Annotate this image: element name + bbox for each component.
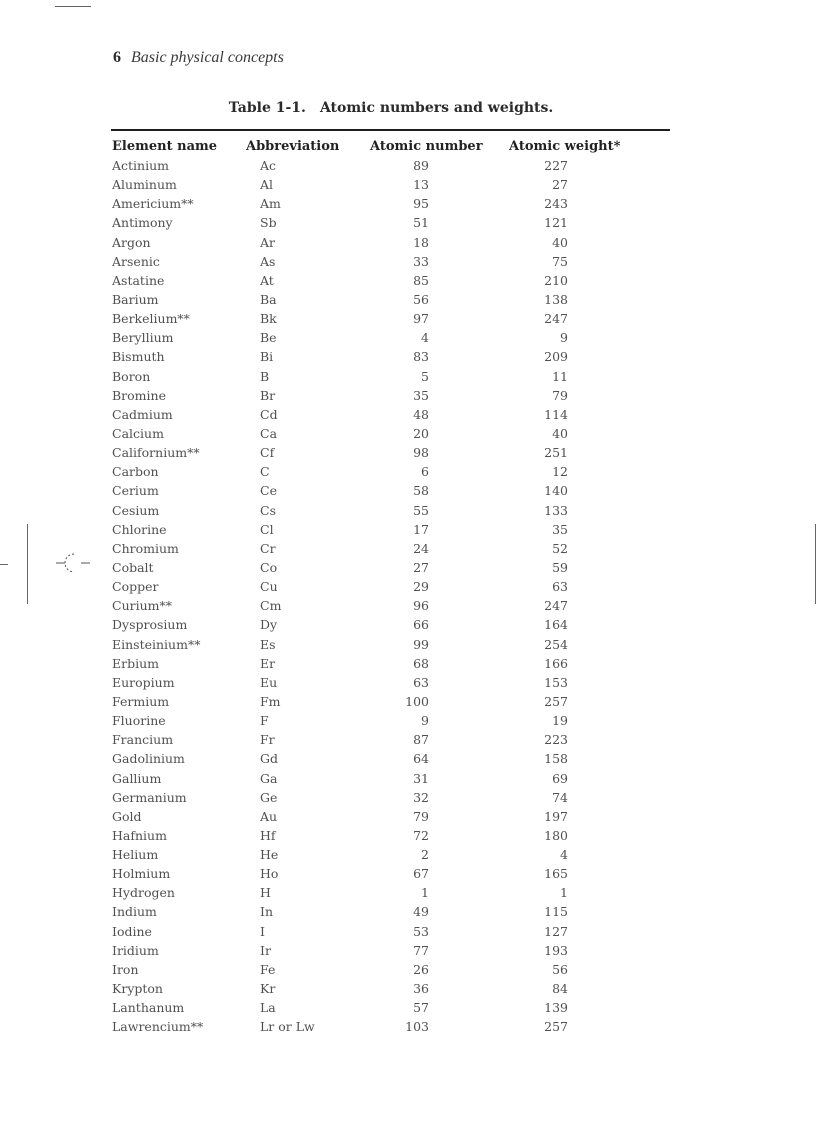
table-row (0, 884, 816, 903)
atomic-weight-cell: 251 (544, 445, 568, 461)
table-row (0, 540, 816, 559)
atomic-weight-cell: 138 (544, 291, 568, 307)
abbreviation-cell: Eu (260, 674, 278, 690)
abbreviation-cell: As (260, 253, 276, 269)
atomic-weight-cell: 12 (552, 464, 568, 480)
atomic-weight-cell: 1 (560, 885, 568, 901)
abbreviation-cell: Es (260, 636, 276, 652)
element-name-cell: Berkelium** (112, 311, 190, 327)
atomic-weight-cell: 210 (544, 272, 568, 288)
atomic-number-cell: 100 (405, 693, 429, 709)
element-name-cell: Cobalt (112, 559, 154, 575)
atomic-number-cell: 26 (413, 961, 429, 977)
element-name-cell: Holmium (112, 866, 171, 882)
element-name-cell: Boron (112, 368, 151, 384)
table-row (0, 808, 816, 827)
atomic-number-cell: 20 (413, 425, 429, 441)
atomic-weight-cell: 243 (544, 196, 568, 212)
abbreviation-cell: Lr or Lw (260, 1019, 315, 1035)
element-name-cell: Beryllium (112, 330, 174, 346)
column-header-atomic-weight: Atomic weight* (509, 139, 621, 154)
element-name-cell: Lawrencium** (112, 1019, 204, 1035)
table-row (0, 865, 816, 884)
table-row (0, 961, 816, 980)
element-name-cell: Curium** (112, 598, 172, 614)
element-name-cell: Indium (112, 904, 157, 920)
table-row (0, 521, 816, 540)
atomic-number-cell: 56 (413, 291, 429, 307)
abbreviation-cell: La (260, 1000, 276, 1016)
atomic-number-cell: 72 (413, 827, 429, 843)
element-name-cell: Barium (112, 291, 159, 307)
table-row (0, 329, 816, 348)
element-name-cell: Cesium (112, 502, 160, 518)
table-row (0, 578, 816, 597)
element-name-cell: Europium (112, 674, 175, 690)
atomic-number-cell: 85 (413, 272, 429, 288)
element-name-cell: Lanthanum (112, 1000, 185, 1016)
element-name-cell: Cerium (112, 483, 159, 499)
abbreviation-cell: H (260, 885, 271, 901)
element-name-cell: Einsteinium** (112, 636, 201, 652)
atomic-weight-cell: 121 (544, 215, 568, 231)
running-header (113, 49, 284, 67)
atomic-weight-cell: 19 (552, 713, 568, 729)
atomic-number-cell: 57 (413, 1000, 429, 1016)
table-row (0, 789, 816, 808)
abbreviation-cell: Fm (260, 693, 281, 709)
table-row (0, 195, 816, 214)
table-row (0, 368, 816, 387)
atomic-number-cell: 1 (421, 885, 429, 901)
table-row (0, 291, 816, 310)
table-row (0, 693, 816, 712)
abbreviation-cell: Co (260, 559, 278, 575)
atomic-number-cell: 51 (413, 215, 429, 231)
table-row (0, 597, 816, 616)
table-row (0, 750, 816, 769)
atomic-weight-cell: 4 (560, 847, 568, 863)
atomic-weight-cell: 153 (544, 674, 568, 690)
abbreviation-cell: Br (260, 387, 276, 403)
abbreviation-cell: Cs (260, 502, 276, 518)
atomic-weight-cell: 247 (544, 311, 568, 327)
element-name-cell: Fluorine (112, 713, 166, 729)
atomic-weight-cell: 257 (544, 1019, 568, 1035)
table-row (0, 770, 816, 789)
table-row (0, 463, 816, 482)
atomic-number-cell: 89 (413, 158, 429, 173)
abbreviation-cell: Bk (260, 311, 277, 327)
abbreviation-cell: Cu (260, 579, 278, 595)
element-name-cell: Actinium (112, 158, 170, 173)
element-name-cell: Antimony (112, 215, 173, 231)
abbreviation-cell: Sb (260, 215, 277, 231)
atomic-weight-cell: 59 (552, 559, 568, 575)
abbreviation-cell: Al (260, 177, 274, 193)
table-row (0, 999, 816, 1018)
element-name-cell: Helium (112, 847, 159, 863)
column-header-element-name: Element name (112, 139, 218, 154)
atomic-number-cell: 67 (413, 866, 429, 882)
element-name-cell: Bromine (112, 387, 166, 403)
abbreviation-cell: Kr (260, 981, 276, 997)
table-row (0, 234, 816, 253)
page-number: 6 (113, 49, 121, 66)
element-name-cell: Aluminum (112, 177, 177, 193)
table-row (0, 348, 816, 367)
abbreviation-cell: Fe (260, 961, 276, 977)
abbreviation-cell: At (260, 272, 274, 288)
table-row (0, 712, 816, 731)
abbreviation-cell: Cm (260, 598, 282, 614)
abbreviation-cell: In (260, 904, 273, 920)
abbreviation-cell: Am (260, 196, 281, 212)
atomic-weight-cell: 11 (552, 368, 568, 384)
atomic-number-cell: 66 (413, 617, 429, 633)
atomic-number-cell: 53 (413, 923, 429, 939)
table-body (0, 157, 816, 1037)
table-row (0, 942, 816, 961)
element-name-cell: Dysprosium (112, 617, 188, 633)
abbreviation-cell: Ba (260, 291, 277, 307)
atomic-number-cell: 31 (413, 770, 429, 786)
atomic-number-cell: 24 (413, 540, 429, 556)
atomic-weight-cell: 227 (544, 158, 568, 173)
element-name-cell: Arsenic (112, 253, 160, 269)
atomic-number-cell: 33 (413, 253, 429, 269)
table-row (0, 559, 816, 578)
abbreviation-cell: Ce (260, 483, 277, 499)
abbreviation-cell: Bi (260, 349, 274, 365)
table-row (0, 310, 816, 329)
element-name-cell: Chlorine (112, 521, 167, 537)
atomic-weight-cell: 164 (544, 617, 568, 633)
abbreviation-cell: Ga (260, 770, 278, 786)
element-name-cell: Krypton (112, 981, 163, 997)
table-row (0, 406, 816, 425)
atomic-weight-cell: 193 (544, 942, 568, 958)
atomic-weight-cell: 180 (544, 827, 568, 843)
atomic-number-cell: 77 (413, 942, 429, 958)
atomic-weight-cell: 139 (544, 1000, 568, 1016)
atomic-weight-cell: 35 (552, 521, 568, 537)
atomic-number-cell: 49 (413, 904, 429, 920)
abbreviation-cell: I (260, 923, 265, 939)
atomic-number-cell: 64 (413, 751, 429, 767)
abbreviation-cell: Cf (260, 445, 275, 461)
atomic-weight-cell: 75 (552, 253, 568, 269)
atomic-number-cell: 87 (413, 732, 429, 748)
abbreviation-cell: Hf (260, 827, 276, 843)
table-row (0, 157, 816, 176)
table-row (0, 502, 816, 521)
element-name-cell: Carbon (112, 464, 159, 480)
table-row (0, 980, 816, 999)
atomic-number-cell: 95 (413, 196, 429, 212)
table-row (0, 616, 816, 635)
element-name-cell: Copper (112, 579, 159, 595)
element-name-cell: Iron (112, 961, 139, 977)
element-name-cell: Erbium (112, 655, 160, 671)
atomic-number-cell: 6 (421, 464, 429, 480)
table-row (0, 846, 816, 865)
table-row (0, 253, 816, 272)
abbreviation-cell: Ho (260, 866, 279, 882)
abbreviation-cell: Be (260, 330, 277, 346)
table-row (0, 482, 816, 501)
element-name-cell: Fermium (112, 693, 170, 709)
atomic-number-cell: 96 (413, 598, 429, 614)
table-caption-text: Atomic numbers and weights. (319, 100, 554, 116)
atomic-weight-cell: 223 (544, 732, 568, 748)
column-header-abbreviation: Abbreviation (246, 139, 340, 154)
atomic-number-cell: 5 (421, 368, 429, 384)
abbreviation-cell: Cl (260, 521, 274, 537)
atomic-number-cell: 103 (405, 1019, 429, 1035)
abbreviation-cell: Ge (260, 789, 278, 805)
atomic-number-cell: 83 (413, 349, 429, 365)
atomic-number-cell: 32 (413, 789, 429, 805)
atomic-number-cell: 36 (413, 981, 429, 997)
table-row (0, 425, 816, 444)
abbreviation-cell: F (260, 713, 269, 729)
atomic-weight-cell: 127 (544, 923, 568, 939)
atomic-weight-cell: 197 (544, 808, 568, 824)
atomic-weight-cell: 140 (544, 483, 568, 499)
atomic-number-cell: 4 (421, 330, 429, 346)
abbreviation-cell: B (260, 368, 270, 384)
table-row (0, 387, 816, 406)
abbreviation-cell: Gd (260, 751, 278, 767)
atomic-number-cell: 98 (413, 445, 429, 461)
table-row (0, 923, 816, 942)
atomic-weight-cell: 115 (544, 904, 568, 920)
table-row (0, 731, 816, 750)
atomic-weight-cell: 79 (552, 387, 568, 403)
atomic-number-cell: 17 (413, 521, 429, 537)
table-row (0, 444, 816, 463)
abbreviation-cell: Au (260, 808, 278, 824)
atomic-weight-cell: 133 (544, 502, 568, 518)
table-row (0, 674, 816, 693)
atomic-weight-cell: 63 (552, 579, 568, 595)
atomic-weight-cell: 166 (544, 655, 568, 671)
atomic-number-cell: 79 (413, 808, 429, 824)
atomic-number-cell: 29 (413, 579, 429, 595)
atomic-number-cell: 99 (413, 636, 429, 652)
atomic-weight-cell: 165 (544, 866, 568, 882)
table-row (0, 214, 816, 233)
element-name-cell: Hydrogen (112, 885, 175, 901)
atomic-number-cell: 63 (413, 674, 429, 690)
element-name-cell: Americium** (112, 196, 194, 212)
atomic-weight-cell: 56 (552, 961, 568, 977)
element-name-cell: Iridium (112, 942, 159, 958)
table-row (0, 636, 816, 655)
element-name-cell: Hafnium (112, 827, 167, 843)
abbreviation-cell: Er (260, 655, 276, 671)
abbreviation-cell: Ac (260, 158, 277, 173)
atomic-weight-cell: 52 (552, 540, 568, 556)
atomic-weight-cell: 69 (552, 770, 568, 786)
table-row (0, 903, 816, 922)
abbreviation-cell: C (260, 464, 270, 480)
element-name-cell: Bismuth (112, 349, 165, 365)
abbreviation-cell: Ir (260, 942, 271, 958)
abbreviation-cell: He (260, 847, 279, 863)
table-row (0, 1018, 816, 1037)
atomic-number-cell: 68 (413, 655, 429, 671)
atomic-weight-cell: 40 (552, 234, 568, 250)
table-row (0, 655, 816, 674)
table-row (0, 827, 816, 846)
table-caption (0, 100, 782, 116)
crop-mark-top (55, 6, 91, 7)
atomic-weight-cell: 209 (544, 349, 568, 365)
atomic-weight-cell: 114 (544, 406, 568, 422)
chapter-title: Basic physical concepts (131, 49, 284, 66)
element-name-cell: Germanium (112, 789, 187, 805)
atomic-number-cell: 48 (413, 406, 429, 422)
atomic-number-cell: 97 (413, 311, 429, 327)
atomic-weight-cell: 158 (544, 751, 568, 767)
atomic-number-cell: 35 (413, 387, 429, 403)
element-name-cell: Californium** (112, 445, 200, 461)
element-name-cell: Argon (112, 234, 151, 250)
element-name-cell: Gallium (112, 770, 162, 786)
abbreviation-cell: Ar (260, 234, 276, 250)
atomic-number-cell: 9 (421, 713, 429, 729)
table-row (0, 176, 816, 195)
element-name-cell: Calcium (112, 425, 164, 441)
atomic-number-cell: 27 (413, 559, 429, 575)
table-row (0, 272, 816, 291)
atomic-number-cell: 18 (413, 234, 429, 250)
atomic-weight-cell: 247 (544, 598, 568, 614)
table-top-rule (111, 129, 670, 131)
atomic-weight-cell: 9 (560, 330, 568, 346)
element-name-cell: Iodine (112, 923, 152, 939)
atomic-weight-cell: 27 (552, 177, 568, 193)
atomic-weight-cell: 257 (544, 693, 568, 709)
atomic-weight-cell: 40 (552, 425, 568, 441)
atomic-number-cell: 2 (421, 847, 429, 863)
abbreviation-cell: Dy (260, 617, 278, 633)
element-name-cell: Astatine (112, 272, 165, 288)
element-name-cell: Gadolinium (112, 751, 185, 767)
atomic-number-cell: 13 (413, 177, 429, 193)
atomic-weight-cell: 74 (552, 789, 568, 805)
atomic-weight-cell: 254 (544, 636, 568, 652)
table-caption-label: Table 1-1. (228, 100, 306, 116)
element-name-cell: Cadmium (112, 406, 173, 422)
atomic-weight-cell: 84 (552, 981, 568, 997)
abbreviation-cell: Ca (260, 425, 278, 441)
element-name-cell: Gold (112, 808, 142, 824)
abbreviation-cell: Fr (260, 732, 275, 748)
column-header-atomic-number: Atomic number (370, 139, 483, 154)
abbreviation-cell: Cr (260, 540, 276, 556)
atomic-number-cell: 55 (413, 502, 429, 518)
atomic-number-cell: 58 (413, 483, 429, 499)
element-name-cell: Chromium (112, 540, 179, 556)
element-name-cell: Francium (112, 732, 174, 748)
abbreviation-cell: Cd (260, 406, 278, 422)
